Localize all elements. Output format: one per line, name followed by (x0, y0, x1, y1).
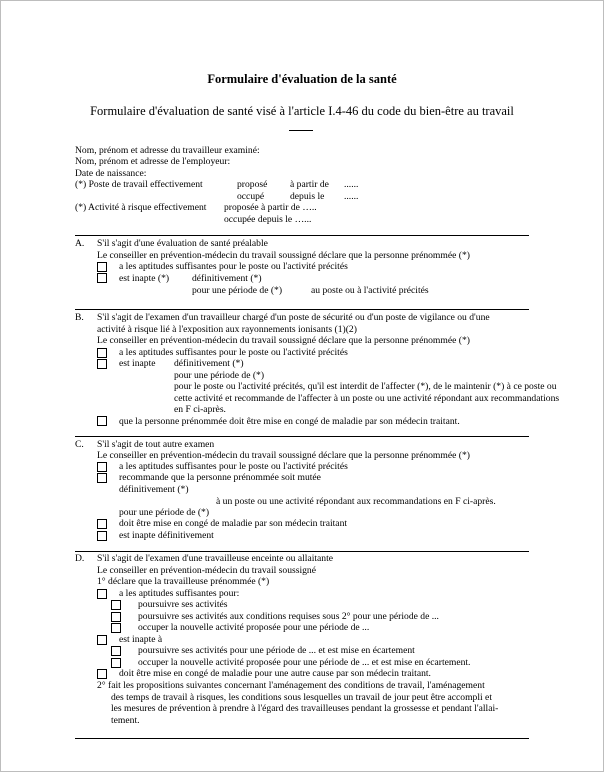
section-d-rule (75, 551, 529, 552)
section-c-heading: S'il s'agit de tout autre examen (97, 439, 215, 450)
section-b-intro: Le conseiller en prévention-médecin du travail soussigné déclare que la personne prénommée (*) (97, 335, 470, 346)
section-b-body-2: cette activité et recommande de l'affecter à un poste ou une activité répondant aux recommandations (174, 393, 560, 404)
section-d-conge-checkbox[interactable] (97, 669, 107, 679)
section-d-ecartement-1-label: poursuivre ses activités pour une période de ... et est mise en écartement (138, 645, 415, 656)
worker-field-label: Nom, prénom et adresse du travailleur examiné: (75, 145, 260, 156)
section-a-periode: pour une période de (*) (192, 285, 283, 296)
section-c-conge-checkbox[interactable] (97, 519, 107, 529)
section-b-inapte-label: est inapte (119, 358, 156, 369)
section-b-conge-checkbox[interactable] (97, 416, 107, 426)
section-d-ecartement-1-checkbox[interactable] (111, 646, 121, 656)
section-c-intro: Le conseiller en prévention-médecin du travail soussigné déclare que la personne prénommée (*) (97, 450, 470, 461)
section-d-point-1: 1° déclare que la travailleuse prénommée (*) (97, 576, 270, 587)
section-d-ecartement-2-checkbox[interactable] (111, 658, 121, 668)
section-a-inapte-label: est inapte (*) (119, 273, 170, 284)
employer-field-label: Nom, prénom et adresse de l'employeur: (75, 156, 231, 167)
section-b-letter: B. (75, 312, 84, 323)
section-d-point-2-line-1: 2° fait les propositions suivantes concernant l'aménagement des conditions de travail, l'aménagement (97, 680, 485, 691)
section-d-ecartement-2-label: occuper la nouvelle activité proposée pour une période de ... et est mise en écartement. (138, 657, 471, 668)
section-c-apt-checkbox[interactable] (97, 462, 107, 472)
page-title: Formulaire d'évaluation de la santé (207, 72, 397, 86)
section-a-apt-label: a les aptitudes suffisantes pour le poste ou l'activité précités (119, 261, 348, 272)
section-d-apt-label: a les aptitudes suffisantes pour: (119, 588, 240, 599)
section-d-point-2-line-3: les mesures de prévention à prendre à l'égard des travailleuses pendant la grossesse et pendant l'allai- (111, 703, 499, 714)
post-propose: proposé (237, 179, 268, 190)
section-d-poursuivre-label: poursuivre ses activités (138, 599, 228, 610)
section-d-poursuivre-conditions-label: poursuivre ses activités aux conditions requises sous 2° pour une période de ... (138, 611, 439, 622)
section-d-point-2-line-4: tement. (111, 715, 140, 726)
risk-propose: proposée à partir de ….. (224, 202, 317, 213)
section-c-recommandations: à un poste ou une activité répondant aux recommandations en F ci-après. (216, 496, 496, 507)
section-d-poursuivre-conditions-checkbox[interactable] (111, 612, 121, 622)
page-subtitle: Formulaire d'évaluation de santé visé à l'article I.4-46 du code du bien-être au travail (90, 104, 514, 118)
section-d-letter: D. (75, 553, 85, 564)
bottom-rule (75, 738, 529, 739)
post-label: (*) Poste de travail effectivement (75, 179, 203, 190)
section-b-rule (75, 309, 529, 310)
section-b-body-3: en F ci-après. (174, 404, 226, 415)
section-b-heading-1: S'il s'agit de l'examen d'un travailleur chargé d'un poste de sécurité ou d'un poste de vigilance ou d'une (97, 312, 490, 323)
section-d-nouvelle-activite-checkbox[interactable] (111, 623, 121, 633)
section-d-inapte-label: est inapte à (119, 634, 163, 645)
risk-label: (*) Activité à risque effectivement (75, 202, 207, 213)
section-b-definitif: définitivement (*) (174, 358, 244, 369)
post-occupe: occupé (237, 191, 265, 202)
section-d-poursuivre-checkbox[interactable] (111, 600, 121, 610)
section-b-heading-2: activité à risque lié à l'exposition aux rayonnements ionisants (1)(2) (97, 324, 357, 335)
section-a-heading: S'il s'agit d'une évaluation de santé préalable (97, 238, 268, 249)
section-a-rule (75, 235, 529, 236)
section-a-definitif: définitivement (*) (192, 273, 262, 284)
section-a-letter: A. (75, 238, 85, 249)
section-c-conge-label: doit être mise en congé de maladie par son médecin traitant (119, 518, 348, 529)
section-b-body-1: pour le poste ou l'activité précités, qu'il est interdit de l'affecter (*), de le maintenir (*) à ce poste ou (174, 381, 557, 392)
section-b-apt-checkbox[interactable] (97, 348, 107, 358)
section-c-apt-label: a les aptitudes suffisantes pour le poste ou l'activité précités (119, 461, 348, 472)
post-dots-2: ...... (344, 191, 359, 202)
section-c-inapte-label: est inapte définitivement (119, 530, 214, 541)
title-separator (289, 130, 313, 131)
section-c-mutee-checkbox[interactable] (97, 473, 107, 483)
section-c-inapte-checkbox[interactable] (97, 531, 107, 541)
section-d-heading: S'il s'agit de l'examen d'une travailleuse enceinte ou allaitante (97, 553, 334, 564)
section-d-nouvelle-activite-label: occuper la nouvelle activité proposée pour une période de ... (138, 622, 370, 633)
post-dots-1: ...... (344, 179, 359, 190)
section-d-intro: Le conseiller en prévention-médecin du travail soussigné (97, 565, 316, 576)
post-apartir: à partir de (290, 179, 329, 190)
section-d-apt-checkbox[interactable] (97, 589, 107, 599)
section-d-conge-label: doit être mise en congé de maladie pour une autre cause par son médecin traitant. (119, 668, 431, 679)
section-c-letter: C. (75, 439, 84, 450)
section-d-inapte-checkbox[interactable] (97, 635, 107, 645)
section-b-apt-label: a les aptitudes suffisantes pour le poste ou l'activité précités (119, 347, 348, 358)
section-a-poste: au poste ou à l'activité précités (311, 285, 429, 296)
section-a-inapte-checkbox[interactable] (97, 273, 107, 283)
section-c-mutee-label: recommande que la personne prénommée soit mutée (119, 472, 321, 483)
section-c-rule (75, 436, 529, 437)
section-d-point-2-line-2: des temps de travail à risques, les conditions sous lesquelles un travail de jour peut être accompli et (111, 692, 492, 703)
section-c-definitif: définitivement (*) (119, 484, 189, 495)
section-a-apt-checkbox[interactable] (97, 262, 107, 272)
section-b-periode: pour une période de (*) (174, 370, 265, 381)
section-a-intro: Le conseiller en prévention-médecin du travail soussigné déclare que la personne prénommée (*) (97, 250, 470, 261)
post-depuis: depuis le (290, 191, 325, 202)
birthdate-field-label: Date de naissance: (75, 168, 147, 179)
risk-occupe: occupée depuis le …... (224, 214, 312, 225)
section-b-inapte-checkbox[interactable] (97, 359, 107, 369)
section-c-periode: pour une période de (*) (119, 507, 210, 518)
section-b-conge-label: que la personne prénommée doit être mise en congé de maladie par son médecin traitant. (119, 416, 460, 427)
